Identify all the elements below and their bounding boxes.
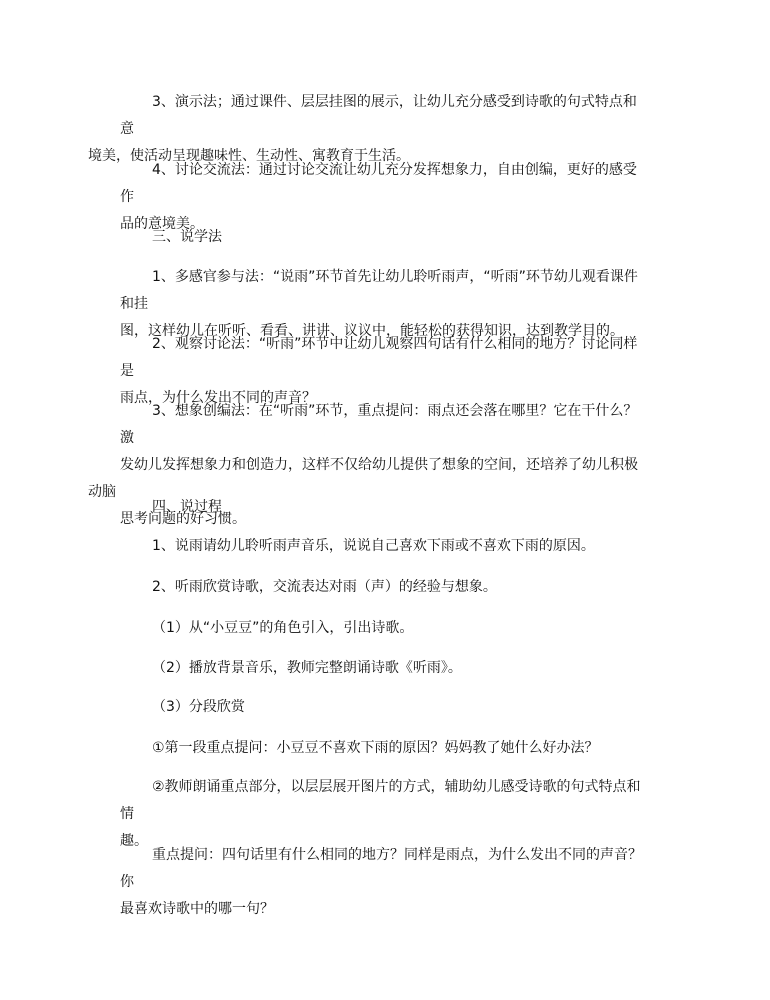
text-line: 雨点，为什么发出不同的声音？ bbox=[120, 390, 316, 406]
heading-text: 三、说学法 bbox=[152, 229, 222, 245]
text-line: 2、听雨欣赏诗歌，交流表达对雨（声）的经验与想象。 bbox=[152, 579, 497, 595]
text-line: （2）播放背景音乐，教师完整朗诵诗歌《听雨》。 bbox=[152, 660, 462, 676]
paragraph-substep-1 bbox=[120, 615, 650, 642]
paragraph-substep-3 bbox=[120, 694, 650, 721]
paragraph-key-question bbox=[120, 842, 650, 923]
text-line: 图，这样幼儿在听听、看看、讲讲、议议中，能轻松的获得知识，达到教学目的。 bbox=[120, 323, 624, 339]
text-line: ②教师朗诵重点部分，以层层展开图片的方式，辅助幼儿感受诗歌的句式特点和情 bbox=[120, 779, 641, 822]
paragraph-circle-1 bbox=[120, 735, 650, 762]
paragraph-substep-2 bbox=[120, 655, 650, 682]
text-line: 3、演示法；通过课件、层层挂图的展示，让幼儿充分感受到诗歌的句式特点和意 bbox=[120, 94, 637, 137]
text-line: 1、多感官参与法：“说雨”环节首先让幼儿聆听雨声，“听雨”环节幼儿观看课件和挂 bbox=[120, 269, 638, 312]
text-line: 最喜欢诗歌中的哪一句？ bbox=[120, 901, 274, 917]
section-heading-process bbox=[120, 494, 650, 521]
text-line: 2、观察讨论法：“听雨”环节中让幼儿观察四句话有什么相同的地方？讨论同样是 bbox=[120, 336, 638, 379]
text-line: 3、想象创编法：在“听雨”环节，重点提问：雨点还会落在哪里？它在干什么？激 bbox=[120, 403, 638, 446]
text-line: 趣。 bbox=[120, 833, 148, 849]
text-line: 品的意境美。 bbox=[120, 216, 204, 232]
heading-text: 四、说过程 bbox=[152, 499, 222, 515]
text-line: 思考问题的好习惯。 bbox=[120, 511, 246, 527]
text-line: （3）分段欣赏 bbox=[152, 699, 245, 715]
text-line: （1）从“小豆豆”的角色引入，引出诗歌。 bbox=[152, 620, 414, 636]
text-line: 重点提问：四句话里有什么相同的地方？同样是雨点，为什么发出不同的声音？你 bbox=[120, 847, 642, 890]
text-line: 4、讨论交流法：通过讨论交流让幼儿充分发挥想象力，自由创编，更好的感受作 bbox=[120, 162, 637, 205]
paragraph-step-2 bbox=[120, 574, 650, 601]
text-line: ①第一段重点提问：小豆豆不喜欢下雨的原因？妈妈教了她什么好办法？ bbox=[152, 740, 599, 756]
section-heading-learning-methods bbox=[120, 224, 650, 251]
paragraph-step-1 bbox=[120, 533, 650, 560]
text-line: 境美，使活动呈现趣味性、生动性、寓教育于生活。 bbox=[88, 148, 410, 164]
text-line: 发幼儿发挥想象力和创造力，这样不仅给幼儿提供了想象的空间，还培养了幼儿积极动脑 bbox=[88, 457, 638, 500]
text-line: 1、说雨请幼儿聆听雨声音乐，说说自己喜欢下雨或不喜欢下雨的原因。 bbox=[152, 538, 595, 554]
